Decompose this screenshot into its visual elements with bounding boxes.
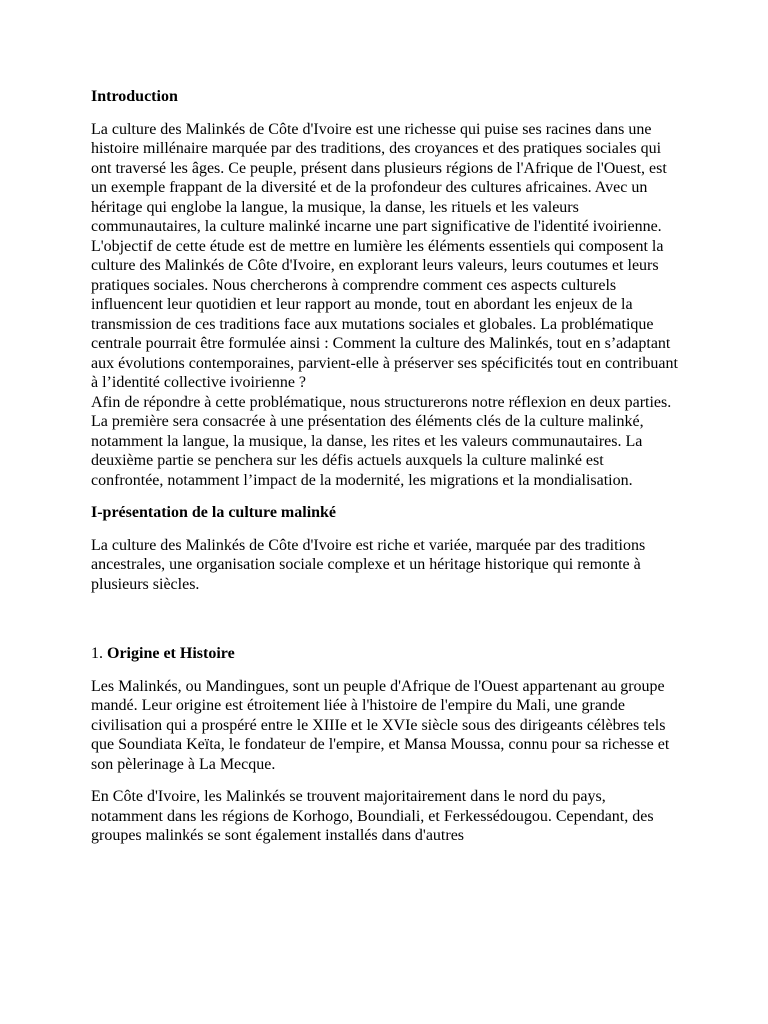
section-1-paragraph-1: Les Malinkés, ou Mandingues, sont un peuple d'Afrique de l'Ouest appartenant au groupe mandé. Leur origine est étroitement liée à l'histoire de l'empire du Mali, une grande civilisation qui a prospéré entre le XIIIe et le XVIe siècle sous des dirigeants célèbres tels que Soundiata Keïta, le fondateur de l'empire, et Mansa Moussa, connu pour sa richesse et son pèlerinage à La Mecque.: [91, 677, 670, 773]
intro-paragraph-1: La culture des Malinkés de Côte d'Ivoire est une richesse qui puise ses racines dans une histoire millénaire marquée par des traditions, des croyances et des pratiques sociales qui ont traversé les âges. Ce peuple, présent dans plusieurs régions de l'Afrique de l'Ouest, est un exemple frappant de la diversité et de la profondeur des cultures africaines. Avec un héritage qui englobe la langue, la musique, la danse, les rituels et les valeurs communautaires, la culture malinké incarne une part significative de l'identité ivoirienne.: [91, 120, 667, 235]
section-1-number: 1.: [91, 645, 103, 662]
intro-paragraph-3: Afin de répondre à cette problématique, nous structurerons notre réflexion en deux parties. La première sera consacrée à une présentation des éléments clés de la culture malinké, notamment la langue, la musique, la danse, les rites et les valeurs communautaires. La deuxième partie se penchera sur les défis actuels auxquels la culture malinké est confrontée, notamment l’impact de la modernité, les migrations et la mondialisation.: [91, 393, 672, 489]
part1-paragraph-1: La culture des Malinkés de Côte d'Ivoire est riche et variée, marquée par des traditions ancestrales, une organisation sociale complexe et un héritage historique qui remonte à plusieurs siècles.: [91, 536, 646, 593]
section-1-title: Origine et Histoire: [107, 645, 235, 662]
heading-introduction: Introduction: [91, 88, 178, 105]
document-content: [91, 87, 679, 846]
heading-part-1: I-présentation de la culture malinké: [91, 504, 337, 521]
intro-paragraph-2: L'objectif de cette étude est de mettre en lumière les éléments essentiels qui composent la culture des Malinkés de Côte d'Ivoire, en explorant leurs valeurs, leurs coutumes et leurs pratiques sociales. Nous chercherons à comprendre comment ces aspects culturels influencent leur quotidien et leur rapport au monde, tout en abordant les enjeux de la transmission de ces traditions face aux mutations sociales et globales. La problématique centrale pourrait être formulée ainsi : Comment la culture des Malinkés, tout en s’adaptant aux évolutions contemporaines, parvient-elle à préserver ses spécificités tout en contribuant à l’identité collective ivoirienne ?: [91, 237, 678, 391]
section-1-paragraph-2: En Côte d'Ivoire, les Malinkés se trouvent majoritairement dans le nord du pays, notamment dans les régions de Korhogo, Boundiali, et Ferkessédougou. Cependant, des groupes malinkés se sont également installés dans d'autres: [91, 788, 654, 844]
section-1-heading: [91, 644, 679, 664]
